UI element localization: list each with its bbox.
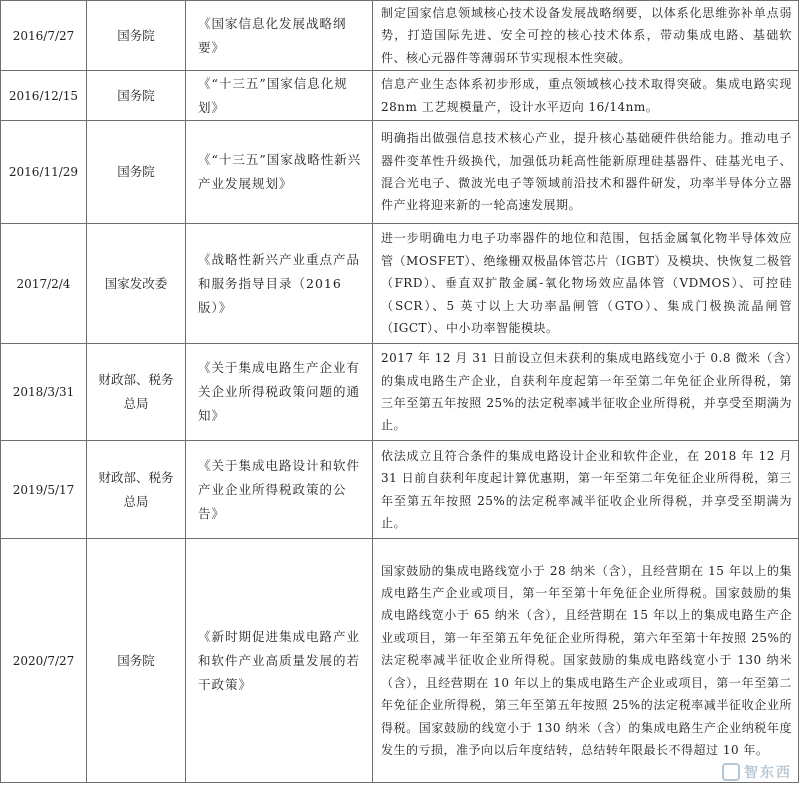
org-text: 国务院 — [117, 164, 155, 179]
doc-cell: 《国家信息化发展战略纲要》 — [186, 1, 373, 71]
org-text: 财政部、税务总局 — [98, 469, 174, 509]
doc-cell: 《关于集成电路设计和软件产业企业所得税政策的公告》 — [186, 441, 373, 539]
date-cell: 2016/11/29 — [1, 121, 87, 224]
doc-cell: 《关于集成电路生产企业有关企业所得税政策问题的通知》 — [186, 344, 373, 441]
date-cell: 2016/12/15 — [1, 71, 87, 121]
org-text: 国家发改委 — [104, 275, 168, 291]
table-row — [1, 441, 799, 539]
date-cell: 2020/7/27 — [1, 539, 87, 783]
doc-cell: 《战略性新兴产业重点产品和服务指导目录（2016 版）》 — [186, 224, 373, 344]
org-cell — [87, 539, 186, 783]
table-row — [1, 71, 799, 121]
date-cell: 2019/5/17 — [1, 441, 87, 539]
org-cell — [87, 71, 186, 121]
desc-cell: 国家鼓励的集成电路线宽小于 28 纳米（含），且经营期在 15 年以上的集成电路生产企业或项目，第一年至第十年免征企业所得税。国家鼓励的集成电路线宽小于 65 纳米（含），且经营期在 15 年以上的集成电路生产企业或项目，第一年至第五年免征企业所得税，第六年至第十年按照 25%的法定税率减半征收企业所得税。国家鼓励的集成电路线宽小于 130 纳米（含），且经营期在 10 年以上的集成电路生产企业或项目，第一年至第二年免征企业所得税，第三年至第五年按照 25%的法定税率减半征收企业所得税。国家鼓励的线宽小于 130 纳米（含）的集成电路生产企业纳税年度发生的亏损，准予向以后年度结转，总结转年限最长不得超过 10 年。 — [373, 539, 799, 783]
table-row — [1, 1, 799, 71]
desc-cell: 进一步明确电力电子功率器件的地位和范围，包括金属氧化物半导体效应管（MOSFET）、绝缘栅双极晶体管芯片（IGBT）及模块、快恢复二极管（FRD）、垂直双扩散金属-氧化物场效应晶体管（VDMOS）、可控硅（SCR）、5 英寸以上大功率晶闸管（GTO）、集成门极换流晶闸管（IGCT）、中小功率智能模块。 — [373, 224, 799, 344]
table-row — [1, 539, 799, 783]
doc-cell: 《“十三五”国家战略性新兴产业发展规划》 — [186, 121, 373, 224]
date-cell: 2018/3/31 — [1, 344, 87, 441]
doc-cell: 《新时期促进集成电路产业和软件产业高质量发展的若干政策》 — [186, 539, 373, 783]
org-cell — [87, 224, 186, 344]
watermark-text: 智东西 — [744, 765, 792, 781]
date-cell: 2016/7/27 — [1, 1, 87, 71]
desc-cell: 制定国家信息领域核心技术设备发展战略纲要，以体系化思维弥补单点弱势，打造国际先进、安全可控的核心技术体系，带动集成电路、基础软件、核心元器件等薄弱环节实现根本性突破。 — [373, 1, 799, 71]
org-text: 财政部、税务总局 — [98, 372, 174, 411]
org-text: 国务院 — [117, 27, 155, 43]
org-cell — [87, 344, 186, 441]
org-text: 国务院 — [117, 87, 155, 103]
org-text: 国务院 — [117, 652, 155, 668]
desc-cell: 依法成立且符合条件的集成电路设计企业和软件企业，在 2018 年 12 月 31 日前自获利年度起计算优惠期，第一年至第二年免征企业所得税，第三年至第五年按照 25%的法定税率减半征收企业所得税，并享受至期满为止。 — [373, 441, 799, 539]
date-cell: 2017/2/4 — [1, 224, 87, 344]
doc-cell: 《“十三五”国家信息化规划》 — [186, 71, 373, 121]
desc-cell: 信息产业生态体系初步形成，重点领域核心技术取得突破。集成电路实现 28nm 工艺规模量产，设计水平迈向 16/14nm。 — [373, 71, 799, 121]
desc-cell: 2017 年 12 月 31 日前设立但未获利的集成电路线宽小于 0.8 微米（含）的集成电路生产企业，自获利年度起第一年至第二年免征企业所得税，第三年至第五年按照 25%的法定税率减半征收企业所得税，并享受至期满为止。 — [373, 344, 799, 441]
desc-cell: 明确指出做强信息技术核心产业，提升核心基础硬件供给能力。推动电子器件变革性升级换代，加强低功耗高性能新原理硅基器件、硅基光电子、混合光电子、微波光电子等领域前沿技术和器件研发，功率半导体分立器件产业将迎来新的一轮高速发展期。 — [373, 121, 799, 224]
org-cell — [87, 121, 186, 224]
table-row — [1, 121, 799, 224]
table-row — [1, 224, 799, 344]
org-cell — [87, 441, 186, 539]
table-row — [1, 344, 799, 441]
org-cell — [87, 1, 186, 71]
